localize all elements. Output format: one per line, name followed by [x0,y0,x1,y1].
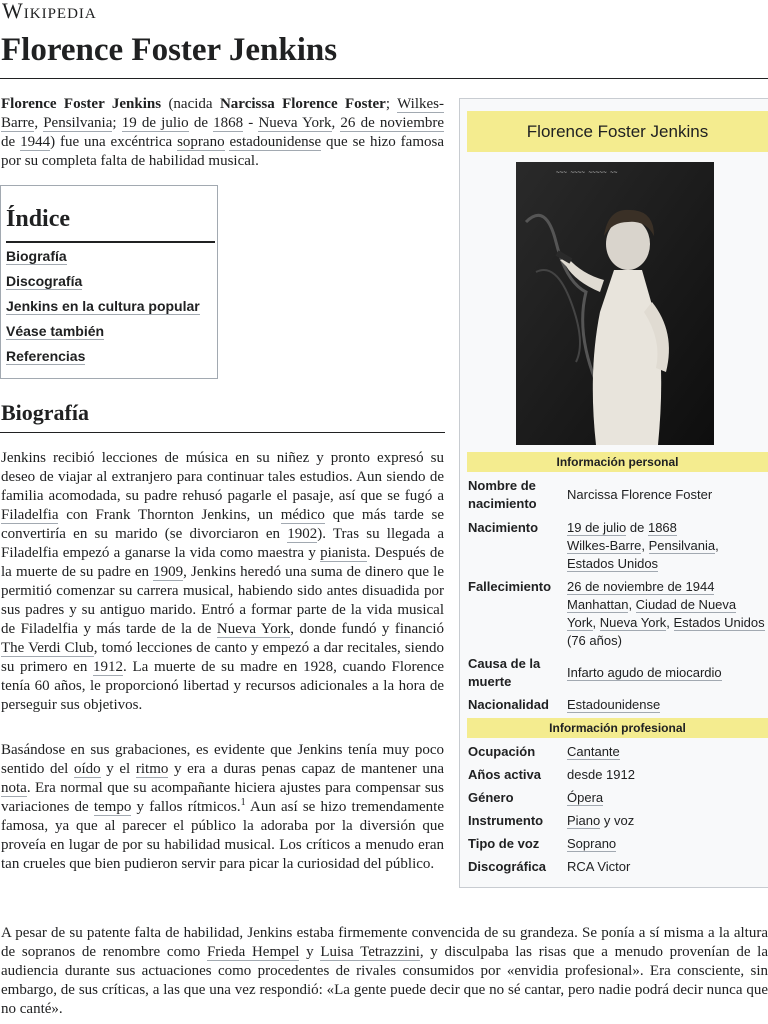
link-19-julio[interactable]: 19 de julio [567,520,627,535]
link-1902[interactable]: 1902 [287,526,318,542]
infobox-value [567,696,767,714]
wikipedia-wordmark[interactable]: Wikipedia [2,0,97,23]
toc-item-discografia[interactable] [6,273,200,298]
paragraph-biografia-2 [1,741,444,874]
text: y [299,944,321,960]
title-divider [0,78,768,79]
toc-item-referencias[interactable] [6,348,200,373]
link-pensilvania[interactable]: Pensilvania [43,115,113,131]
text: , [34,115,44,131]
text: Jenkins recibió lecciones de música en su niñez y pronto expresó su deseo de viajar al extranjero para continuar tales estudios. Aun siendo de familia acomodada, su padre rehusó pagarle el pasaje, así que se fugó a [1,450,444,504]
infobox-header-personal: Información personal [467,452,768,472]
portrait-photo[interactable] [516,162,714,445]
svg-text:~~~ ~~~~ ~~~~~ ~~: ~~~ ~~~~ ~~~~~ ~~ [556,169,618,176]
infobox-label: Instrumento [468,813,544,828]
text: , donde fundó y financió [290,621,445,637]
link-1944[interactable]: 1944 [20,134,51,150]
link-oido[interactable]: oído [73,761,101,777]
toc-divider [6,241,215,243]
infobox-label: Nacimiento [468,520,539,535]
text: ; [112,115,122,131]
toc-item-label: Jenkins en la cultura popular [6,298,200,314]
link-ciudad-nueva-york[interactable]: Ciudad de Nueva York [567,597,737,630]
toc-item-label: Referencias [6,348,86,364]
link-luisa-tetrazzini[interactable]: Luisa Tetrazzini [320,944,420,960]
link-26-noviembre-1944[interactable]: 26 de noviembre de 1944 [567,579,715,594]
text: (nacida [161,96,220,112]
link-pensilvania[interactable]: Pensilvania [648,538,716,553]
toc-item-label: Biografía [6,248,67,264]
text: y voz [600,813,635,828]
infobox-value: desde 1912 [567,767,635,782]
link-filadelfia[interactable]: Filadelfia [1,507,59,523]
link-infarto[interactable]: Infarto agudo de miocardio [567,665,722,680]
toc-item-cultura-popular[interactable] [6,298,200,323]
link-piano[interactable]: Piano [567,813,601,828]
text: que más tarde se convertiría en su marido (se divorciaron en [1,507,444,542]
link-nueva-york[interactable]: Nueva York [258,115,332,131]
text: (76 años) [567,633,622,648]
link-1868[interactable]: 1868 [213,115,244,131]
link-1868[interactable]: 1868 [647,520,677,535]
toc-item-label: Discografía [6,273,83,289]
infobox-label: Nacionalidad [468,697,549,712]
infobox-label: Ocupación [468,744,536,759]
link-estadounidense[interactable]: estadounidense [229,134,322,150]
text: . La muerte de su madre en 1928, cuando Florence tenía 60 años, le proporcionó libertad y recursos adicionales a la hora de perseguir sus objetivos. [1,659,444,713]
link-verdi-club[interactable]: The Verdi Club [1,640,94,656]
text: A pesar de su patente falta de habilidad, Jenkins estaba firmemente convencida de su grandeza. Se ponía a sí misma a la altura de sopranos de renombre como [1,925,768,960]
text: . Era normal que su acompañante hiciera ajustes para compensar sus variaciones de [1,780,444,815]
link-pianista[interactable]: pianista [320,545,367,561]
link-medico[interactable]: médico [280,507,325,523]
link-nota[interactable]: nota [1,780,27,796]
link-26-noviembre[interactable]: 26 de noviembre [340,115,445,131]
infobox-label: Fallecimiento [468,579,552,594]
text: , [628,597,636,612]
infobox-value [567,835,767,853]
portrait-illustration [516,162,714,445]
birth-name: Narcissa Florence Foster [219,96,386,112]
infobox-value [567,664,767,682]
page-title: Florence Foster Jenkins [1,32,338,68]
link-frieda-hempel[interactable]: Frieda Hempel [206,944,300,960]
link-estadounidense[interactable]: Estadounidense [567,697,661,712]
text: - [243,115,259,131]
infobox-row-discografica [468,858,768,878]
text: de [1,134,21,150]
link-19-julio[interactable]: 19 de julio [121,115,189,131]
infobox-row-nacimiento [468,519,768,575]
infobox-row-nombre [468,477,768,517]
text: , y disculpaba las risas que a menudo provenían de la audiencia durante sus actuaciones como procedentes de rivales consumidos por «envidia profesional». Era consciente, sin embargo, de sus críticas, a las que una vez respondió: «La gente puede decir que no sé cantar, pero nadie podrá decir nunca que no canté». [1,944,768,1017]
infobox-row-genero [468,789,768,809]
infobox-label: Género [468,790,514,805]
link-soprano[interactable]: soprano [177,134,225,150]
link-manhattan[interactable]: Manhattan [567,597,629,612]
infobox-value [567,812,767,830]
toc-item-label: Véase también [6,323,105,339]
toc-item-biografia[interactable] [6,248,200,273]
link-opera[interactable]: Ópera [567,790,604,805]
text: ; [385,96,398,112]
text: , [592,615,600,630]
link-tempo[interactable]: tempo [93,799,132,815]
text: , [666,615,674,630]
infobox-row-tipo-voz [468,835,768,855]
text: , [715,538,719,553]
text: de [188,115,214,131]
table-of-contents [0,185,218,379]
text: Basándose en sus grabaciones, es evidente que Jenkins tenía muy poco sentido del [1,742,444,777]
link-estados-unidos[interactable]: Estados Unidos [673,615,765,630]
link-1909[interactable]: 1909 [153,564,184,580]
link-cantante[interactable]: Cantante [567,744,620,759]
infobox-label: Años activa [468,767,541,782]
text: Aun así se hizo tremendamente famosa, ya que al parecer el público la adoraba por la diversión que proveía en lugar de por su habilidad musical. Los críticos a menudo eran tan crueles que bien pudieron servir para picar la curiosidad del público. [1,799,444,872]
infobox [459,98,768,888]
text: de [626,520,648,535]
text: con Frank Thornton Jenkins, un [58,507,281,523]
link-nueva-york[interactable]: Nueva York [599,615,667,630]
infobox-value [567,743,767,761]
link-ritmo[interactable]: ritmo [135,761,169,777]
subject-name: Florence Foster Jenkins [1,96,162,112]
text: y el [100,761,136,777]
infobox-label: Discográfica [468,859,547,874]
infobox-value [567,789,767,807]
infobox-header-profesional: Información profesional [467,718,768,738]
infobox-value [567,578,767,650]
text: y fallos rítmicos. [131,799,241,815]
infobox-row-causa [468,655,768,691]
reference-marker[interactable]: 1 [240,797,246,808]
text: , Jenkins heredó una suma de dinero que le permitió comenzar su carrera musical, habiendo sido antes disuadida por sus padres y su antiguo marido. Entró a formar parte de la vida musical de Filadelfia y más tarde de la de [1,564,444,637]
text: ) fue una excéntrica [50,134,178,150]
paragraph-biografia-3 [1,924,768,1019]
text: , tomó lecciones de canto y empezó a dar recitales, siendo su primero en [1,640,445,675]
text: y era a duras penas capaz de mantener una [168,761,444,777]
link-wilkes-barre[interactable]: Wilkes-Barre [567,538,642,553]
link-soprano[interactable]: Soprano [567,836,617,851]
infobox-row-fallecimiento [468,578,768,650]
toc-title: Índice [6,206,71,232]
infobox-row-anos-activa [468,766,768,786]
intro-paragraph [1,95,444,171]
link-1912[interactable]: 1912 [93,659,124,675]
text: . Después de la muerte de su padre en [1,545,445,580]
link-wilkes-barre[interactable]: Wilkes-Barre [1,96,444,131]
infobox-row-nacionalidad [468,696,768,716]
text: ). Tras su llegada a Filadelfia empezó a ganarse la vida como maestra y [1,526,444,561]
infobox-label: Tipo de voz [468,836,540,851]
text: , [641,538,649,553]
text: que se hizo famosa por su completa falta de habilidad musical. [1,134,444,169]
infobox-label: Causa de la muerte [468,656,541,689]
infobox-value [567,519,767,573]
toc-item-vease-tambien[interactable] [6,323,200,348]
section-heading-biografia: Biografía [1,400,89,425]
link-estados-unidos[interactable]: Estados Unidos [567,556,659,571]
infobox-value: RCA Victor [567,859,631,874]
infobox-title: Florence Foster Jenkins [467,111,768,152]
infobox-label: Nombre de nacimiento [468,478,537,511]
link-nueva-york[interactable]: Nueva York [216,621,291,637]
toc-list [6,248,200,373]
text: , [331,115,341,131]
infobox-value: Narcissa Florence Foster [567,487,713,502]
infobox-row-ocupacion [468,743,768,763]
infobox-row-instrumento [468,812,768,832]
section-divider [0,432,445,433]
paragraph-biografia-1 [1,449,444,715]
